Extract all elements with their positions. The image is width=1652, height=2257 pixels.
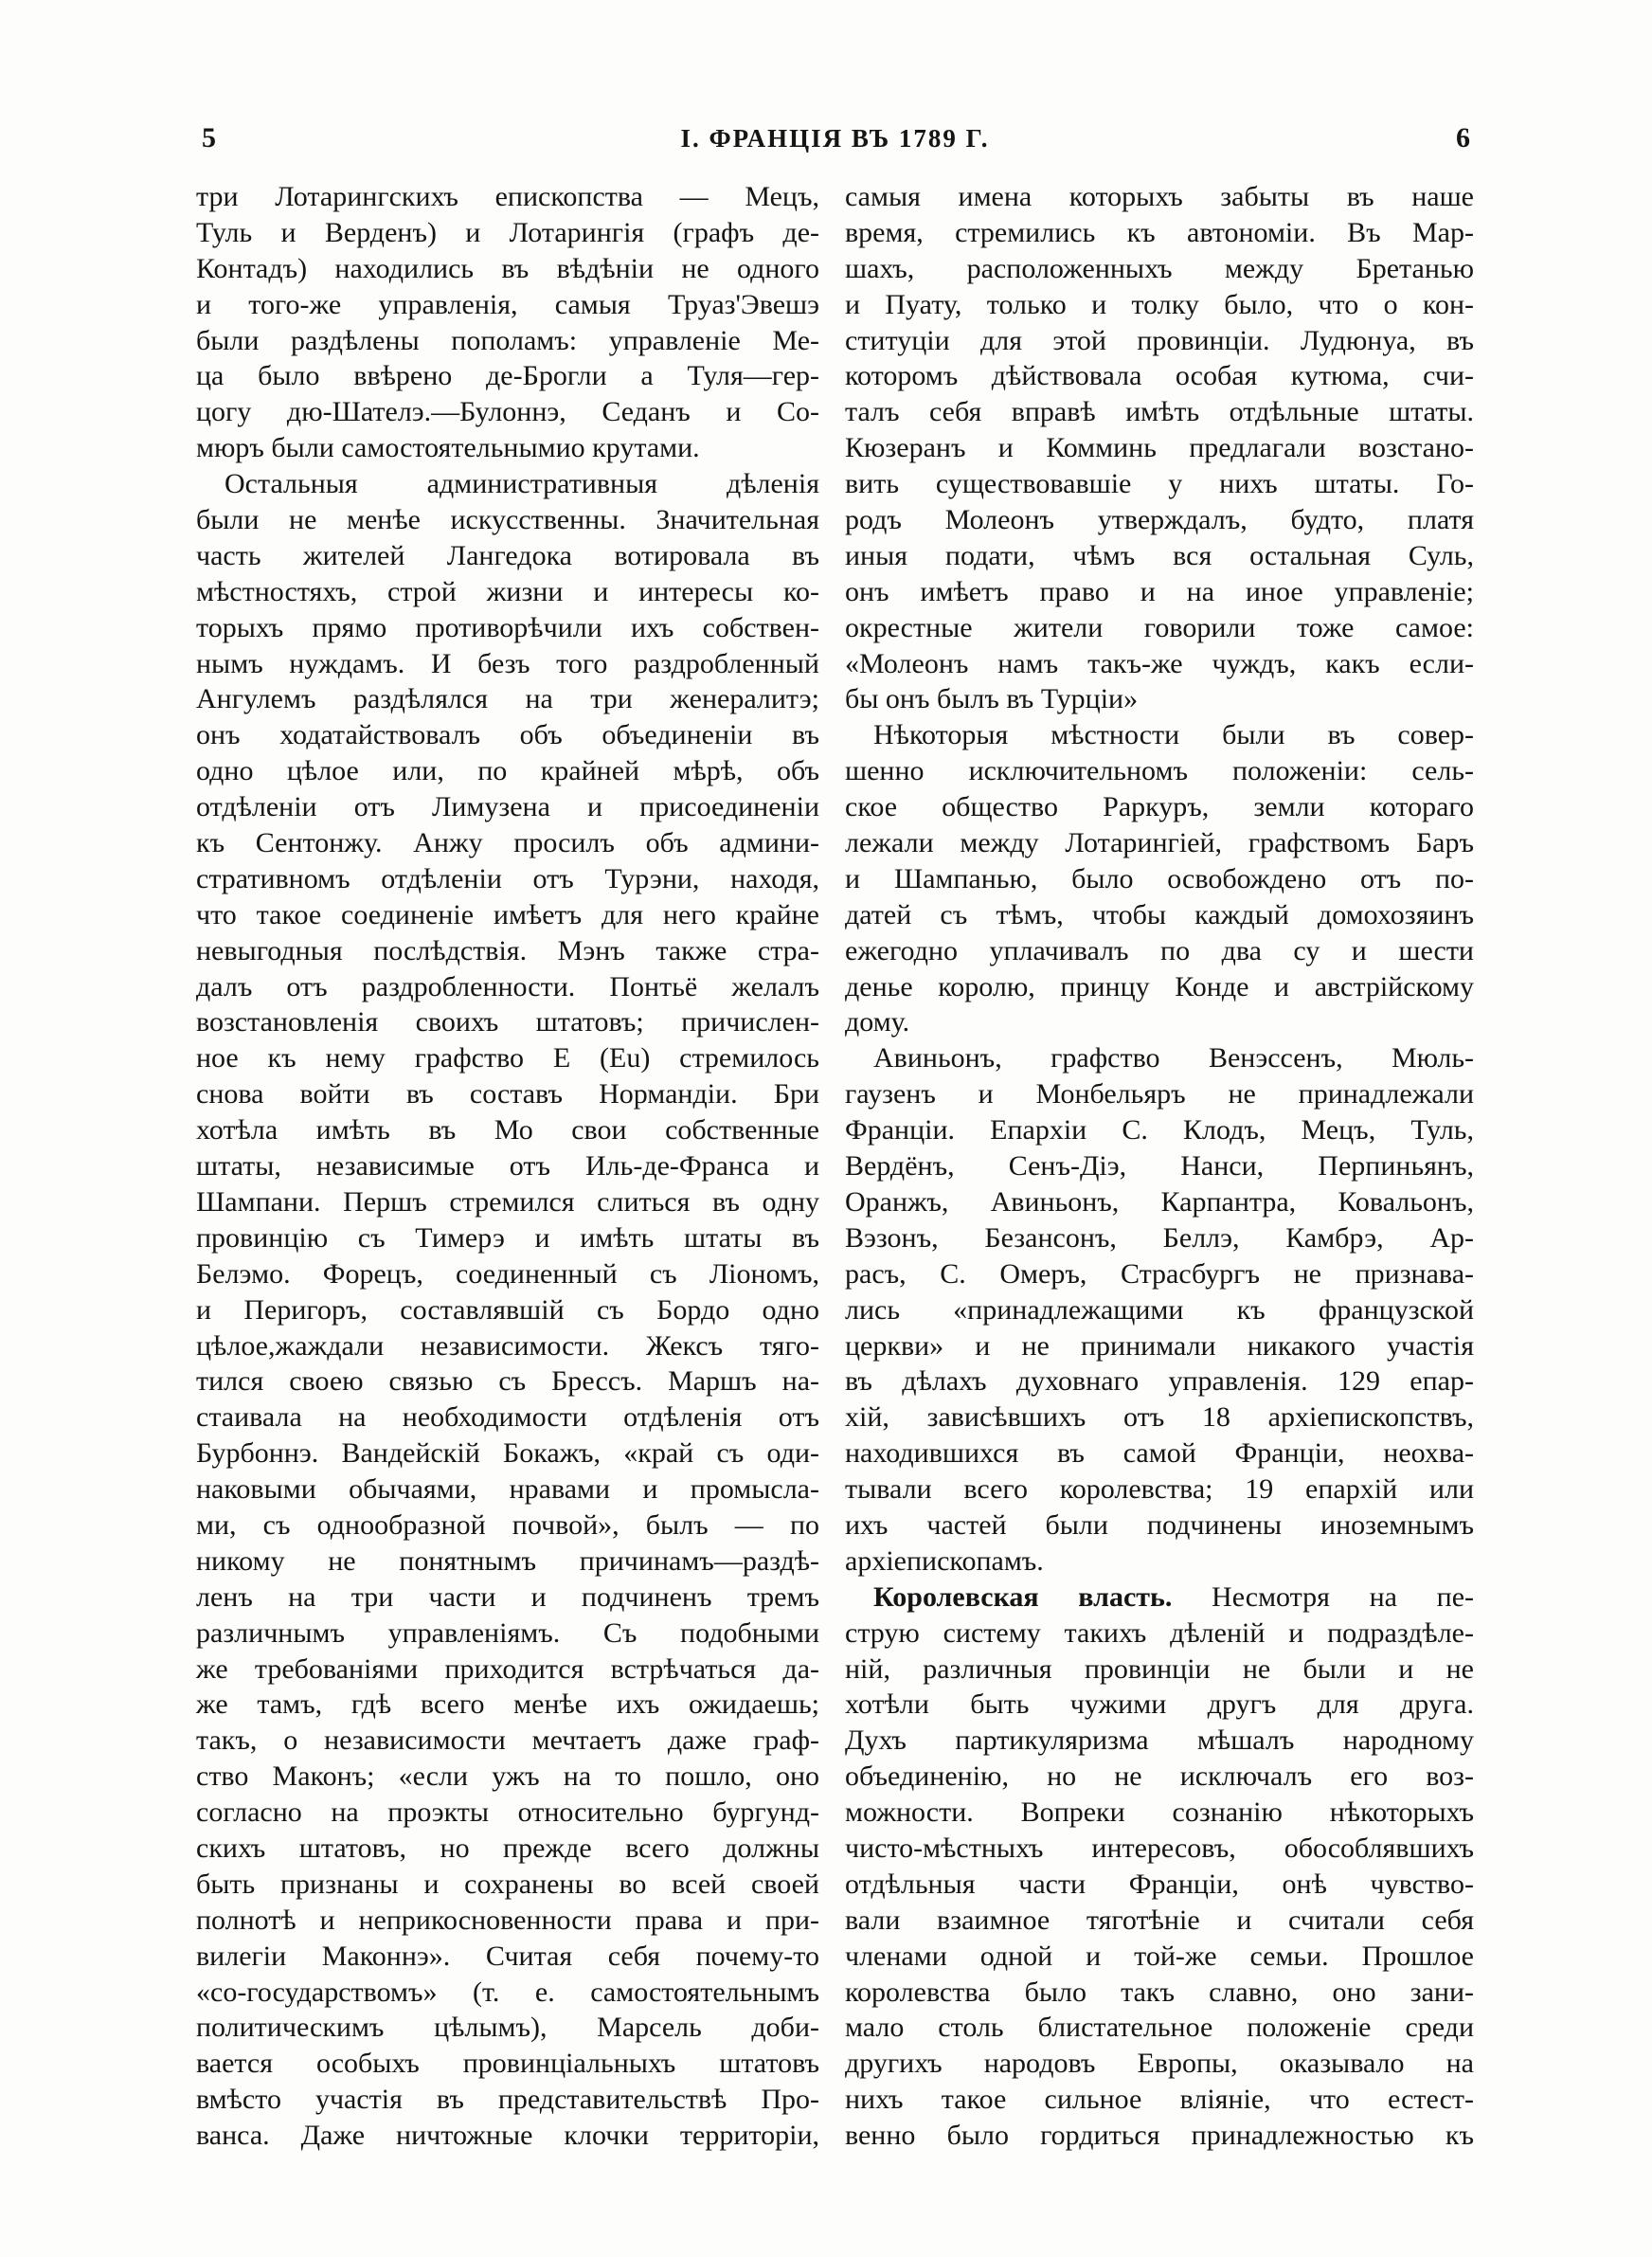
text-line: тился своею связью съ Брессъ. Маршъ на- — [196, 1365, 819, 1398]
text-line: ній, различныя провинціи не были и не — [845, 1652, 1474, 1685]
text-line: Оранжъ, Авиньонъ, Карпантра, Ковальонъ, — [845, 1185, 1474, 1218]
text-line: вилегіи Маконнэ». Считая себя почему-то — [196, 1940, 819, 1972]
text-line: одно цѣлое или, по крайней мѣрѣ, объ — [196, 755, 819, 787]
text-line: три Лотарингскихъ епископства — Мецъ, — [196, 181, 819, 212]
text-line: полнотѣ и неприкосновенности права и при- — [196, 1904, 819, 1936]
text-line: были не менѣе искусственны. Значительная — [196, 504, 819, 536]
section-heading: Королевская власть. — [873, 1580, 1173, 1613]
text-line: далъ отъ раздробленности. Понтьё желалъ — [196, 970, 819, 1002]
text-line: Вердёнъ, Сенъ-Діэ, Нанси, Перпиньянъ, — [845, 1150, 1474, 1183]
text-line: Туль и Верденъ) и Лотарингія (графъ де- — [196, 216, 819, 248]
text-line: и Пуату, только и толку было, что о кон- — [845, 288, 1474, 320]
running-header — [196, 117, 1474, 159]
text-line: объединенію, но не исключалъ его воз- — [845, 1760, 1474, 1793]
text-line: церкви» и не принимали никакого участія — [845, 1329, 1474, 1362]
text-line: ституціи для этой провинціи. Лудюнуа, въ — [845, 324, 1474, 356]
text-line: хій, зависѣвшихъ отъ 18 архіепископствъ, — [845, 1401, 1474, 1434]
text-line: никому не понятнымъ причинамъ—раздѣ- — [196, 1544, 819, 1577]
text-line: Контадъ) находились въ вѣдѣніи не одного — [196, 252, 819, 284]
text-line: отдѣльныя части Франціи, онѣ чувство- — [845, 1868, 1474, 1900]
text-line: ленъ на три части и подчиненъ тремъ — [196, 1580, 819, 1613]
text-line: провинцію съ Тимерэ и имѣть штаты въ — [196, 1221, 819, 1254]
text-line: архіепископамъ. — [845, 1544, 1044, 1577]
text-line: Духъ партикуляризма мѣшалъ народному — [845, 1724, 1474, 1757]
text-line: лись «принадлежащими къ французской — [845, 1293, 1474, 1326]
text-line: струю систему такихъ дѣленій и подраздѣле- — [845, 1616, 1474, 1649]
text-line: стаивала на необходимости отдѣленія отъ — [196, 1401, 819, 1434]
text-line-fragment: Несмотря на пе- — [1212, 1580, 1474, 1613]
text-line: мюръ были самостоятельнымио крутами. — [196, 432, 700, 464]
page-number-left: 5 — [202, 122, 216, 153]
text-line: мало столь блистательное положеніе среди — [845, 2012, 1474, 2044]
text-line: Белэмо. Форецъ, соединенный съ Ліономъ, — [196, 1257, 819, 1290]
text-line: шахъ, расположенныхъ между Бретанью — [845, 252, 1474, 284]
text-line: королевства было такъ славно, оно зани- — [845, 1976, 1474, 2008]
text-line: Шампани. Першъ стремился слиться въ одну — [196, 1185, 819, 1218]
left-column — [196, 179, 819, 2154]
text-line: торыхъ прямо противорѣчили ихъ собствен- — [196, 611, 819, 643]
text-line: другихъ народовъ Европы, оказывало на — [845, 2048, 1474, 2080]
text-line: можности. Вопреки сознанію нѣкоторыхъ — [845, 1797, 1474, 1829]
text-line: Ангулемъ раздѣлялся на три женералитэ; — [196, 683, 819, 715]
text-line: невыгодныя послѣдствія. Мэнъ также стра- — [196, 934, 819, 966]
section-heading-line — [845, 1580, 1474, 1616]
text-line: снова войти въ составъ Нормандіи. Бри — [196, 1078, 819, 1110]
text-line: отдѣленіи отъ Лимузена и присоединеніи — [196, 791, 819, 823]
text-line: цогу дю-Шателэ.—Булоннэ, Седанъ и Со- — [196, 396, 819, 428]
text-line: онъ ходатайствовалъ объ объединеніи въ — [196, 719, 819, 751]
text-line: хотѣли быть чужими другъ для друга. — [845, 1688, 1474, 1721]
text-line: стративномъ отдѣленіи отъ Турэни, находя, — [196, 862, 819, 894]
text-line: различнымъ управленіямъ. Съ подобными — [196, 1616, 819, 1649]
text-line: ство Маконъ; «если ужъ на то пошло, оно — [196, 1760, 819, 1793]
text-line: талъ себя вправѣ имѣть отдѣльные штаты. — [845, 396, 1474, 428]
text-line: ное къ нему графство Е (Eu) стремилось — [196, 1042, 819, 1074]
running-title: I. ФРАНЦІЯ ВЪ 1789 Г. — [680, 124, 990, 153]
text-line: вмѣсто участія въ представительствѣ Про- — [196, 2084, 819, 2116]
right-column — [845, 179, 1474, 2154]
text-line: окрестные жители говорили тоже самое: — [845, 611, 1474, 643]
page-number-right: 6 — [1456, 122, 1470, 153]
paragraph-start-line: Авиньонъ, графство Венэссенъ, Мюль- — [873, 1042, 1474, 1074]
text-line: ца было ввѣрено де-Брогли а Туля—гер- — [196, 360, 819, 392]
text-line: нымъ нуждамъ. И безъ того раздробленный — [196, 647, 819, 679]
text-line: самыя имена которыхъ забыты въ наше — [845, 181, 1474, 212]
text-line: членами одной и той-же семьи. Прошлое — [845, 1940, 1474, 1972]
text-line: тывали всего королевства; 19 епархій или — [845, 1473, 1474, 1506]
text-line: же требованіями приходится встрѣчаться да- — [196, 1652, 819, 1685]
text-line: часть жителей Лангедока вотировала въ — [196, 539, 819, 571]
text-line: быть признаны и сохранены во всей своей — [196, 1868, 819, 1900]
text-line: цѣлое,жаждали независимости. Жексъ тяго- — [196, 1329, 819, 1362]
text-line: вали взаимное тяготѣніе и считали себя — [845, 1904, 1474, 1936]
text-line: были раздѣлены пополамъ: управленіе Ме- — [196, 324, 819, 356]
text-line: возстановленія своихъ штатовъ; причислен- — [196, 1006, 819, 1038]
text-line: денье королю, принцу Конде и австрійскому — [845, 970, 1474, 1002]
text-line: ванса. Даже ничтожные клочки территоріи, — [196, 2120, 819, 2152]
text-line: которомъ дѣйствовала особая кутюма, счи- — [845, 360, 1474, 392]
text-line: скихъ штатовъ, но прежде всего должны — [196, 1832, 819, 1864]
text-line: къ Сентонжу. Анжу просилъ объ админи- — [196, 827, 819, 859]
text-line: дому. — [845, 1006, 910, 1038]
text-line: Вэзонъ, Безансонъ, Беллэ, Камбрэ, Ар- — [845, 1221, 1474, 1254]
text-line: наковыми обычаями, нравами и промысла- — [196, 1473, 819, 1506]
text-line: такъ, о независимости мечтаетъ даже граф- — [196, 1724, 819, 1757]
text-line: ежегодно уплачивалъ по два су и шести — [845, 934, 1474, 966]
text-line: Бурбоннэ. Вандейскій Бокажъ, «край съ оди- — [196, 1437, 819, 1470]
text-line: время, стремились къ автономіи. Въ Мар- — [845, 216, 1474, 248]
text-line: лежали между Лотарингіей, графствомъ Баръ — [845, 827, 1474, 859]
text-line: согласно на проэкты относительно бургунд- — [196, 1797, 819, 1829]
text-line: чисто-мѣстныхъ интересовъ, обособлявшихъ — [845, 1832, 1474, 1864]
text-line: шенно исключительномъ положеніи: сель- — [845, 755, 1474, 787]
paragraph-start-line: Нѣкоторыя мѣстности были въ совер- — [873, 719, 1474, 751]
text-line: ское общество Раркуръ, земли котораго — [845, 791, 1474, 823]
text-line: родъ Молеонъ утверждалъ, будто, платя — [845, 504, 1474, 536]
text-line: въ дѣлахъ духовнаго управленія. 129 епар- — [845, 1365, 1474, 1398]
text-line: Франціи. Епархіи С. Клодъ, Мецъ, Туль, — [845, 1114, 1474, 1147]
text-line: датей съ тѣмъ, чтобы каждый домохозяинъ — [845, 898, 1474, 930]
text-line: хотѣла имѣть въ Мо свои собственные — [196, 1114, 819, 1147]
text-line: политическимъ цѣлымъ), Марсель доби- — [196, 2012, 819, 2044]
text-line: онъ имѣетъ право и на иное управленіе; — [845, 575, 1474, 607]
text-line: и Перигоръ, составлявшій съ Бордо одно — [196, 1293, 819, 1326]
paragraph-start-line: Остальныя административныя дѣленія — [224, 468, 819, 500]
text-line: вить существовавшіе у нихъ штаты. Го- — [845, 468, 1474, 500]
text-line: ихъ частей были подчинены иноземнымъ — [845, 1508, 1474, 1541]
text-line: «со-государствомъ» (т. е. самостоятельнымъ — [196, 1976, 819, 2008]
text-line: гаузенъ и Монбельяръ не принадлежали — [845, 1078, 1474, 1110]
text-line: штаты, независимые отъ Иль-де-Франса и — [196, 1150, 819, 1183]
text-line: венно было гордиться принадлежностью къ — [845, 2120, 1474, 2152]
text-line: мѣстностяхъ, строй жизни и интересы ко- — [196, 575, 819, 607]
text-line: нихъ такое сильное вліяніе, что естест- — [845, 2084, 1474, 2116]
text-line: ми, съ однообразной почвой», былъ — по — [196, 1508, 819, 1541]
text-line: что такое соединеніе имѣетъ для него крайне — [196, 898, 819, 930]
text-line: находившихся въ самой Франціи, неохва- — [845, 1437, 1474, 1470]
text-line: «Молеонъ намъ такъ-же чуждъ, какъ если- — [845, 647, 1474, 679]
text-line: Кюзеранъ и Комминь предлагали возстано- — [845, 432, 1474, 464]
text-line: расъ, С. Омеръ, Страсбургъ не признава- — [845, 1257, 1474, 1290]
text-line: и Шампанью, было освобождено отъ по- — [845, 862, 1474, 894]
text-line: иныя подати, чѣмъ вся остальная Суль, — [845, 539, 1474, 571]
text-line: вается особыхъ провинціальныхъ штатовъ — [196, 2048, 819, 2080]
text-line: же тамъ, гдѣ всего менѣе ихъ ожидаешь; — [196, 1688, 819, 1721]
text-line: бы онъ былъ въ Турціи» — [845, 683, 1139, 715]
text-line: и того-же управленія, самыя Труаз'Эвешэ — [196, 288, 819, 320]
